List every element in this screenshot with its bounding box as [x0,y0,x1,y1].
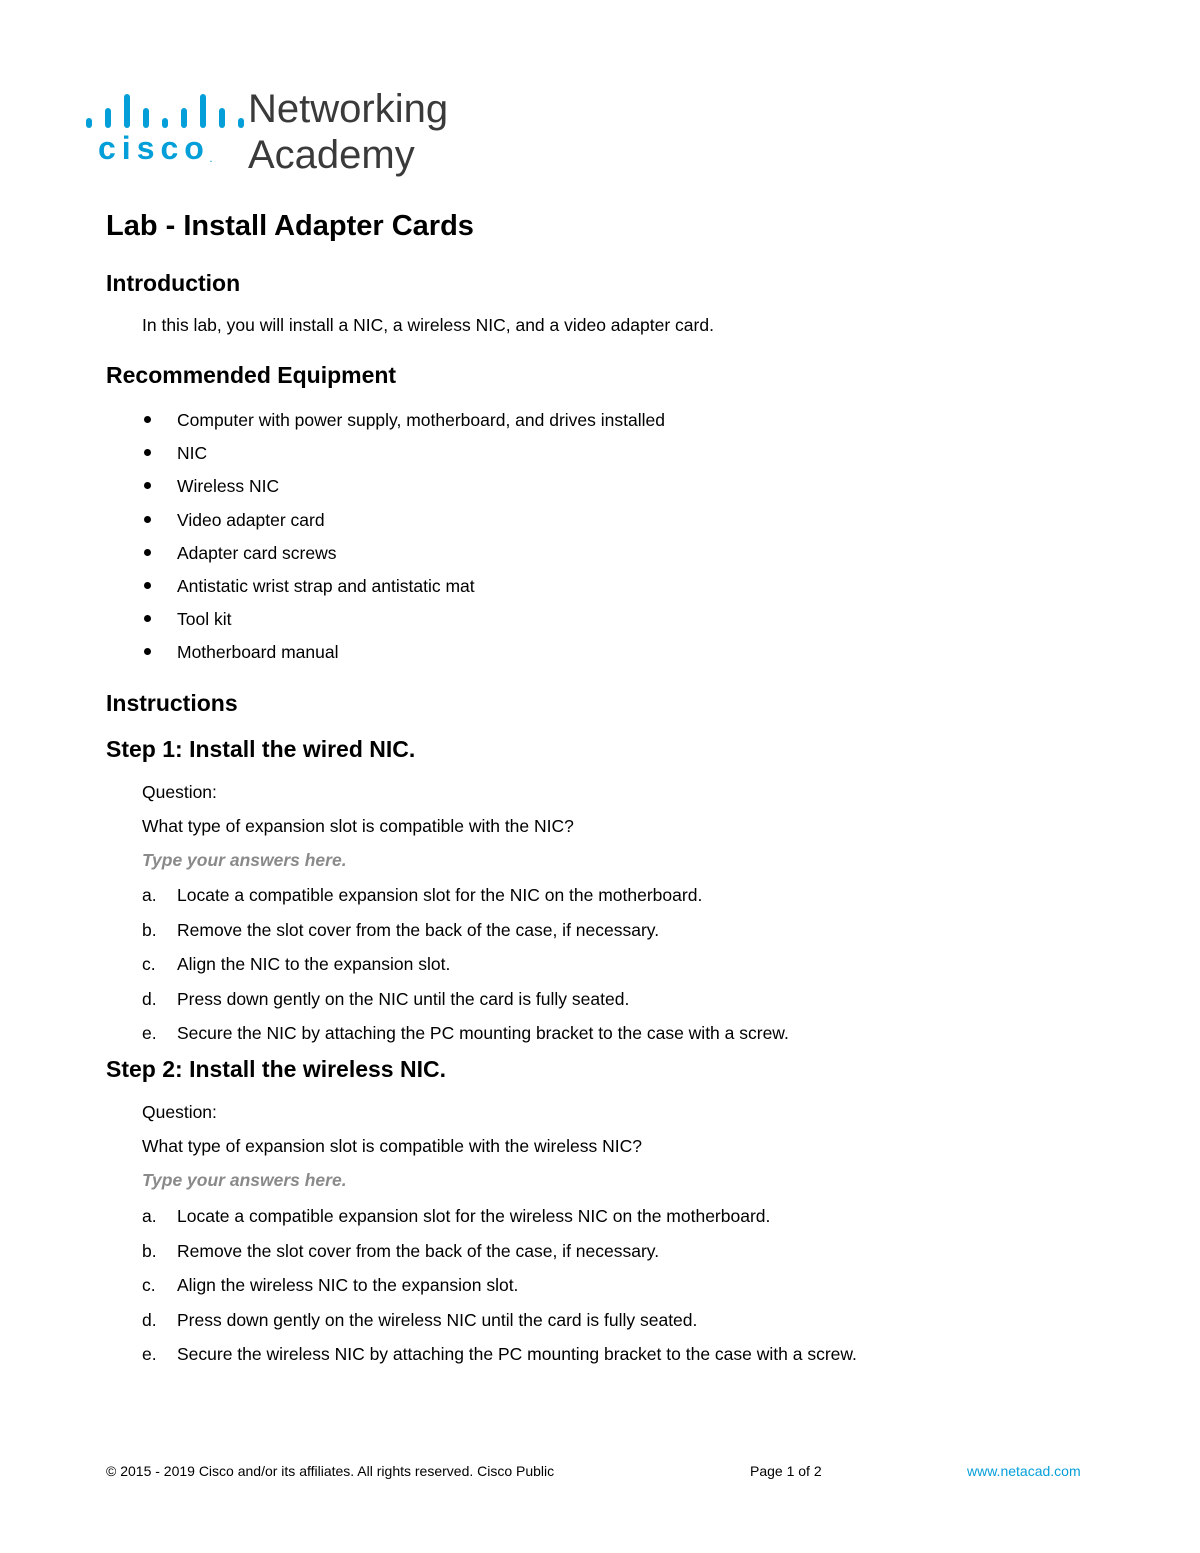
list-item: Video adapter card [142,506,665,539]
list-item: e. Secure the NIC by attaching the PC mounting bracket to the case with a screw. [142,1023,789,1043]
step1-heading: Step 1: Install the wired NIC. [106,736,416,762]
list-item: Computer with power supply, motherboard, and drives installed [142,406,665,439]
step1-answer-field[interactable]: Type your answers here. [142,850,347,870]
list-item: d. Press down gently on the wireless NIC until the card is fully seated. [142,1309,698,1330]
list-item: Adapter card screws [142,539,665,572]
equipment-list [142,406,665,672]
list-item: e. Secure the wireless NIC by attaching the PC mounting bracket to the case with a screw. [142,1344,857,1364]
step2-question-label: Question: [142,1102,217,1122]
bullet-icon [144,449,151,456]
step2-heading: Step 2: Install the wireless NIC. [106,1056,446,1082]
list-item: NIC [142,439,665,472]
list-item: Tool kit [142,605,665,638]
footer-website-link[interactable]: www.netacad.com [967,1463,1081,1479]
list-item: Wireless NIC [142,472,665,505]
bullet-icon [144,416,151,423]
instructions-heading: Instructions [106,690,238,716]
logo-line-networking: Networking [248,87,449,131]
bullet-icon [144,582,151,589]
list-item: d. Press down gently on the NIC until the card is fully seated. [142,988,630,1009]
list-item: b. Remove the slot cover from the back of the case, if necessary. [142,1240,660,1261]
cisco-bars-logo-icon [86,88,236,128]
cisco-wordmark: cisco. [98,130,213,166]
page-title: Lab - Install Adapter Cards [106,210,474,242]
logo-line-academy: Academy [248,133,415,177]
step2-question: What type of expansion slot is compatible with the wireless NIC? [142,1136,642,1156]
bullet-icon [144,516,151,523]
list-item: Motherboard manual [142,638,665,671]
step1-substeps [142,881,789,1054]
bullet-icon [144,482,151,489]
step1-question: What type of expansion slot is compatible with the NIC? [142,816,574,836]
equipment-heading: Recommended Equipment [106,362,397,388]
step1-question-label: Question: [142,782,217,802]
list-item: Antistatic wrist strap and antistatic mat [142,572,665,605]
introduction-text: In this lab, you will install a NIC, a wireless NIC, and a video adapter card. [142,315,714,335]
list-item: a. Locate a compatible expansion slot for the NIC on the motherboard. [142,885,703,905]
footer-copyright: © 2015 - 2019 Cisco and/or its affiliates. All rights reserved. Cisco Public [106,1463,555,1479]
footer-page-number: Page 1 of 2 [750,1463,822,1479]
introduction-heading: Introduction [106,270,241,296]
step2-substeps [142,1202,857,1375]
list-item: a. Locate a compatible expansion slot for the wireless NIC on the motherboard. [142,1206,771,1226]
list-item: b. Remove the slot cover from the back of the case, if necessary. [142,919,660,940]
step2-answer-field[interactable]: Type your answers here. [142,1170,347,1190]
bullet-icon [144,615,151,622]
cisco-networking-academy-logo [86,88,486,178]
logo-academy-name [248,86,448,178]
bullet-icon [144,648,151,655]
list-item: c. Align the wireless NIC to the expansion slot. [142,1275,519,1295]
bullet-icon [144,549,151,556]
list-item: c. Align the NIC to the expansion slot. [142,954,451,974]
